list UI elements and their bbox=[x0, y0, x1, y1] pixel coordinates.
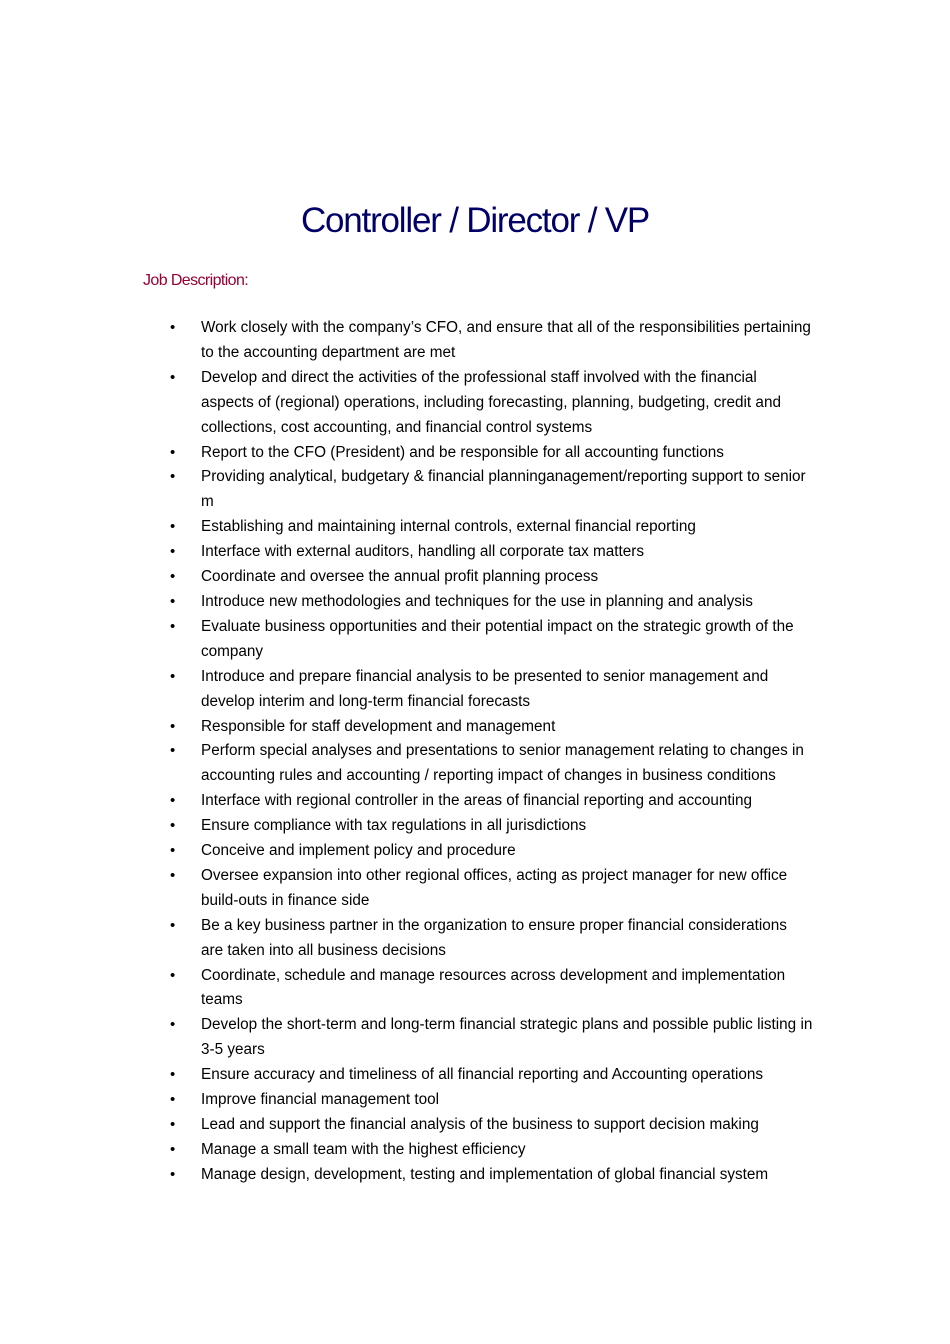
list-item-text: Coordinate, schedule and manage resources across development and implementation teams bbox=[201, 966, 786, 1009]
list-item bbox=[0, 839, 813, 864]
bullet-icon: • bbox=[170, 368, 176, 386]
list-item bbox=[0, 739, 813, 789]
bullet-icon: • bbox=[170, 1140, 176, 1158]
list-item bbox=[0, 590, 813, 615]
bullet-icon: • bbox=[170, 866, 176, 884]
list-item bbox=[0, 964, 813, 1014]
list-item bbox=[0, 515, 813, 540]
bullet-icon: • bbox=[170, 592, 176, 610]
list-item-text: Report to the CFO (President) and be responsible for all accounting functions bbox=[201, 443, 724, 461]
page-title: Controller / Director / VP bbox=[300, 201, 650, 240]
list-item bbox=[0, 1163, 813, 1188]
bullet-icon: • bbox=[170, 1066, 176, 1084]
list-item bbox=[0, 1088, 813, 1113]
list-item bbox=[0, 1138, 813, 1163]
list-item-text: Evaluate business opportunities and their potential impact on the strategic growth of the company bbox=[201, 617, 794, 660]
list-item-text: Perform special analyses and presentations to senior management relating to changes in accounting rules and accounting / reporting impact of changes in business conditions bbox=[201, 742, 804, 785]
list-item bbox=[0, 465, 813, 515]
list-item-text: Interface with external auditors, handling all corporate tax matters bbox=[201, 543, 644, 561]
list-item-text: Ensure accuracy and timeliness of all financial reporting and Accounting operations bbox=[201, 1066, 764, 1084]
list-item-text: Interface with regional controller in the areas of financial reporting and accounting bbox=[201, 792, 753, 810]
list-item-text: Coordinate and oversee the annual profit planning process bbox=[201, 568, 599, 586]
list-item bbox=[0, 441, 813, 466]
bullet-icon: • bbox=[170, 817, 176, 835]
list-item-text: Introduce new methodologies and techniques for the use in planning and analysis bbox=[201, 592, 753, 610]
bullet-icon: • bbox=[170, 1165, 176, 1183]
list-item-text: Develop the short-term and long-term financial strategic plans and possible public listing in 3-5 years bbox=[201, 1016, 813, 1059]
list-item bbox=[0, 1113, 813, 1138]
list-item bbox=[0, 814, 813, 839]
list-item bbox=[0, 715, 813, 740]
section-label: Job Description: bbox=[143, 272, 249, 289]
bullet-icon: • bbox=[170, 443, 176, 461]
list-item-text: Responsible for staff development and management bbox=[201, 717, 556, 735]
bullet-icon: • bbox=[170, 842, 176, 860]
list-item-text: Be a key business partner in the organization to ensure proper financial considerations are taken into all business decisions bbox=[201, 916, 787, 959]
bullet-icon: • bbox=[170, 543, 176, 561]
list-item-text: Providing analytical, budgetary & financial planninganagement/reporting support to senior m bbox=[201, 468, 806, 511]
list-item-text: Conceive and implement policy and procedure bbox=[201, 842, 516, 860]
bullet-icon: • bbox=[170, 319, 176, 336]
bullet-icon: • bbox=[170, 792, 176, 810]
list-item-text: Work closely with the company’s CFO, and ensure that all of the responsibilities pertaining to the accounting department are met bbox=[201, 319, 811, 361]
list-item bbox=[0, 615, 813, 665]
bullet-icon: • bbox=[170, 518, 176, 536]
list-item-text: Manage design, development, testing and implementation of global financial system bbox=[201, 1165, 769, 1183]
bullet-icon: • bbox=[170, 1016, 176, 1034]
list-item bbox=[0, 789, 813, 814]
bullet-icon: • bbox=[170, 468, 176, 486]
list-item-text: Improve financial management tool bbox=[201, 1091, 440, 1109]
list-item bbox=[0, 316, 813, 366]
responsibilities-list bbox=[0, 316, 950, 1188]
list-item-text: Ensure compliance with tax regulations in all jurisdictions bbox=[201, 817, 587, 835]
bullet-icon: • bbox=[170, 966, 176, 984]
bullet-icon: • bbox=[170, 742, 176, 760]
list-item-text: Oversee expansion into other regional offices, acting as project manager for new office build-outs in finance side bbox=[201, 866, 788, 909]
list-item bbox=[0, 864, 813, 914]
bullet-icon: • bbox=[170, 916, 176, 934]
bullet-icon: • bbox=[170, 617, 176, 635]
list-item bbox=[0, 1063, 813, 1088]
bullet-icon: • bbox=[170, 717, 176, 735]
list-item bbox=[0, 914, 813, 964]
list-item-text: Introduce and prepare financial analysis to be presented to senior management and develop interim and long-term financial forecasts bbox=[201, 667, 769, 710]
list-item-text: Develop and direct the activities of the professional staff involved with the financial aspects of (regional) operations, including forecasting, planning, budgeting, credit and collections, cost accounting, and financial control systems bbox=[201, 368, 781, 436]
list-item bbox=[0, 565, 813, 590]
bullet-icon: • bbox=[170, 568, 176, 586]
list-item-text: Establishing and maintaining internal controls, external financial reporting bbox=[201, 518, 696, 536]
list-item bbox=[0, 1013, 813, 1063]
list-item-text: Manage a small team with the highest efficiency bbox=[201, 1140, 526, 1158]
list-item bbox=[0, 366, 813, 441]
list-item bbox=[0, 665, 813, 715]
bullet-icon: • bbox=[170, 1091, 176, 1109]
bullet-icon: • bbox=[170, 1116, 176, 1133]
list-item-text: Lead and support the financial analysis of the business to support decision making bbox=[201, 1116, 759, 1133]
bullet-icon: • bbox=[170, 667, 176, 685]
list-item bbox=[0, 540, 813, 565]
